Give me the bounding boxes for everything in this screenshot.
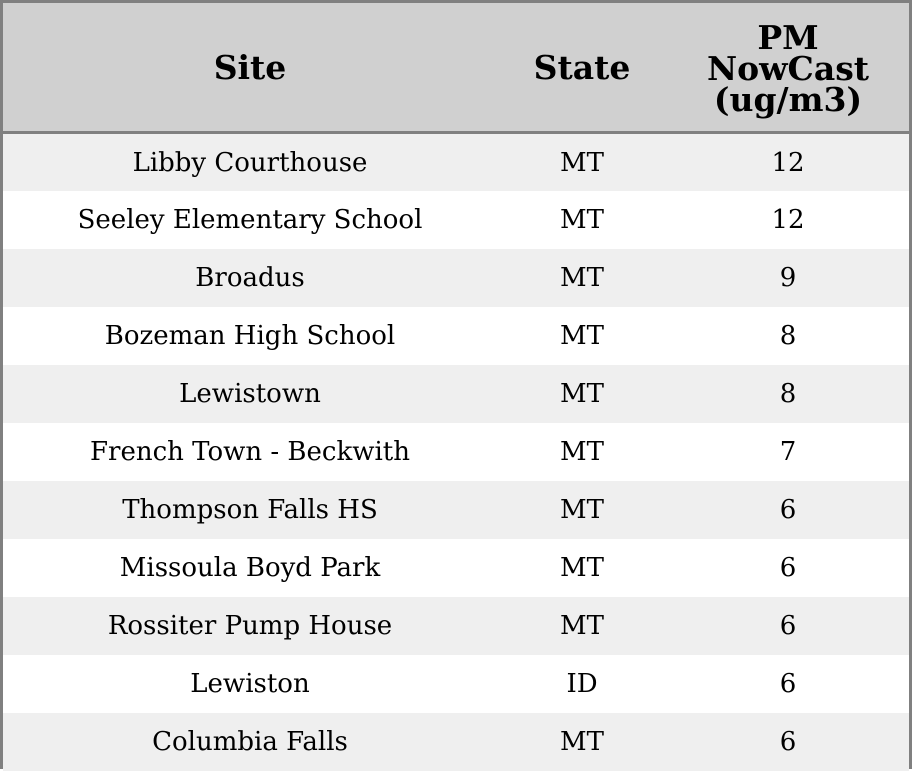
state-cell: MT (497, 713, 667, 771)
state-cell: ID (497, 655, 667, 713)
header-row (3, 3, 909, 133)
site-cell: Thompson Falls HS (3, 481, 497, 539)
site-cell: Rossiter Pump House (3, 597, 497, 655)
table-row (3, 307, 909, 365)
state-cell: MT (497, 307, 667, 365)
state-cell: MT (497, 249, 667, 307)
state-cell: MT (497, 423, 667, 481)
state-cell: MT (497, 365, 667, 423)
table-row (3, 133, 909, 192)
site-cell: Bozeman High School (3, 307, 497, 365)
pm-value-cell: 9 (667, 249, 909, 307)
column-header-state: State (497, 3, 667, 133)
column-header-pm-nowcast: PM NowCast (ug/m3) (667, 3, 909, 133)
table-row (3, 249, 909, 307)
pm-value-cell: 6 (667, 539, 909, 597)
pm-value-cell: 6 (667, 713, 909, 771)
table-row (3, 655, 909, 713)
air-quality-table (3, 3, 909, 771)
site-cell: Columbia Falls (3, 713, 497, 771)
site-cell: Missoula Boyd Park (3, 539, 497, 597)
site-cell: Seeley Elementary School (3, 191, 497, 249)
pm-value-cell: 6 (667, 481, 909, 539)
state-cell: MT (497, 539, 667, 597)
table-header (3, 3, 909, 133)
state-cell: MT (497, 191, 667, 249)
table-row (3, 713, 909, 771)
table-row (3, 481, 909, 539)
column-header-site: Site (3, 3, 497, 133)
site-cell: Libby Courthouse (3, 133, 497, 192)
pm-value-cell: 6 (667, 597, 909, 655)
state-cell: MT (497, 133, 667, 192)
table-row (3, 191, 909, 249)
site-cell: Lewiston (3, 655, 497, 713)
table-row (3, 423, 909, 481)
pm-value-cell: 7 (667, 423, 909, 481)
state-cell: MT (497, 481, 667, 539)
table-row (3, 365, 909, 423)
site-cell: Broadus (3, 249, 497, 307)
state-cell: MT (497, 597, 667, 655)
table-body (3, 133, 909, 771)
site-cell: French Town - Beckwith (3, 423, 497, 481)
pm-value-cell: 6 (667, 655, 909, 713)
table-row (3, 539, 909, 597)
pm-value-cell: 12 (667, 191, 909, 249)
table-row (3, 597, 909, 655)
site-cell: Lewistown (3, 365, 497, 423)
pm-value-cell: 12 (667, 133, 909, 192)
pm-value-cell: 8 (667, 307, 909, 365)
pm-value-cell: 8 (667, 365, 909, 423)
